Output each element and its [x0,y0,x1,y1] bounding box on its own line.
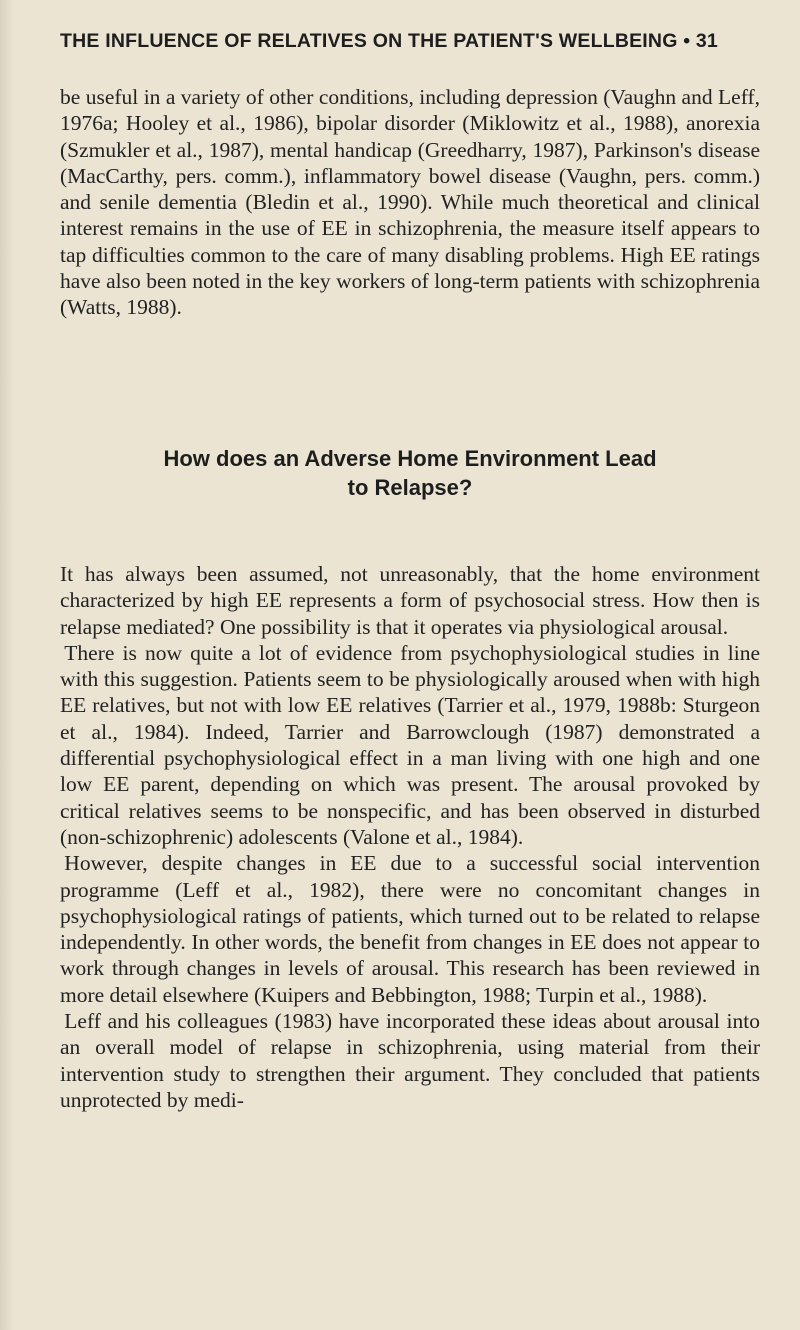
header-separator: • [683,30,691,52]
section-heading [160,444,660,502]
section-heading-line-2: to Relapse? [347,475,473,500]
continuation-paragraph: be useful in a variety of other conditions, including depression (Vaughn and Leff, 1976a; Hooley et al., 1986), bipolar disorder (Miklowitz et al., 1988), anorexia (Szmukler et al., 1987), mental handicap (Greedharry, 1987), Parkinson's disease (MacCarthy, pers. comm.), inflammatory bowel disease (Vaughn, pers. comm.) and senile dementia (Bledin et al., 1990). While much theoretical and clinical interest remains in the use of EE in schizophrenia, the measure itself appears to tap difficulties common to the care of many disabling problems. High EE ratings have also been noted in the key workers of long-term patients with schizophrenia (Watts, 1988). [60,85,760,320]
page-number: 31 [695,30,718,52]
section-heading-line-1: How does an Adverse Home Environment Lead [163,446,657,471]
page-edge-shadow [0,0,14,1330]
section-paragraph-3: However, despite changes in EE due to a successful social intervention programme (Leff et al., 1982), there were no concomitant changes in psychophysiological ratings of patients, which turned out to be related to relapse independently. In other words, the benefit from changes in EE does not appear to work through changes in levels of arousal. This research has been reviewed in more detail elsewhere (Kuipers and Bebbington, 1988; Turpin et al., 1988). [60,851,760,1007]
section-body [60,561,760,1113]
section-paragraph-2: There is now quite a lot of evidence from psychophysiological studies in line with this suggestion. Patients seem to be physiologically aroused when with high EE relatives, but not with low EE relatives (Tarrier et al., 1979, 1988b: Sturgeon et al., 1984). Indeed, Tarrier and Barrowclough (1987) demonstrated a differential psychophysiological effect in a man living with one high and one low EE parent, depending on which was present. The arousal provoked by critical relatives seems to be nonspecific, and has been observed in disturbed (non-schizophrenic) adolescents (Valone et al., 1984). [60,640,760,849]
section-paragraph-4: Leff and his colleagues (1983) have incorporated these ideas about arousal into an overall model of relapse in schizophrenia, using material from their intervention study to strengthen their argument. They concluded that patients unprotected by medi- [60,1009,760,1112]
running-title: THE INFLUENCE OF RELATIVES ON THE PATIENT'S WELLBEING [60,30,678,52]
section-paragraph-1: It has always been assumed, not unreasonably, that the home environment characterized by high EE represents a form of psychosocial stress. How then is relapse mediated? One possibility is that it operates via physiological arousal. [60,562,760,639]
continuation-paragraph-block [60,84,760,321]
running-header [60,30,760,53]
